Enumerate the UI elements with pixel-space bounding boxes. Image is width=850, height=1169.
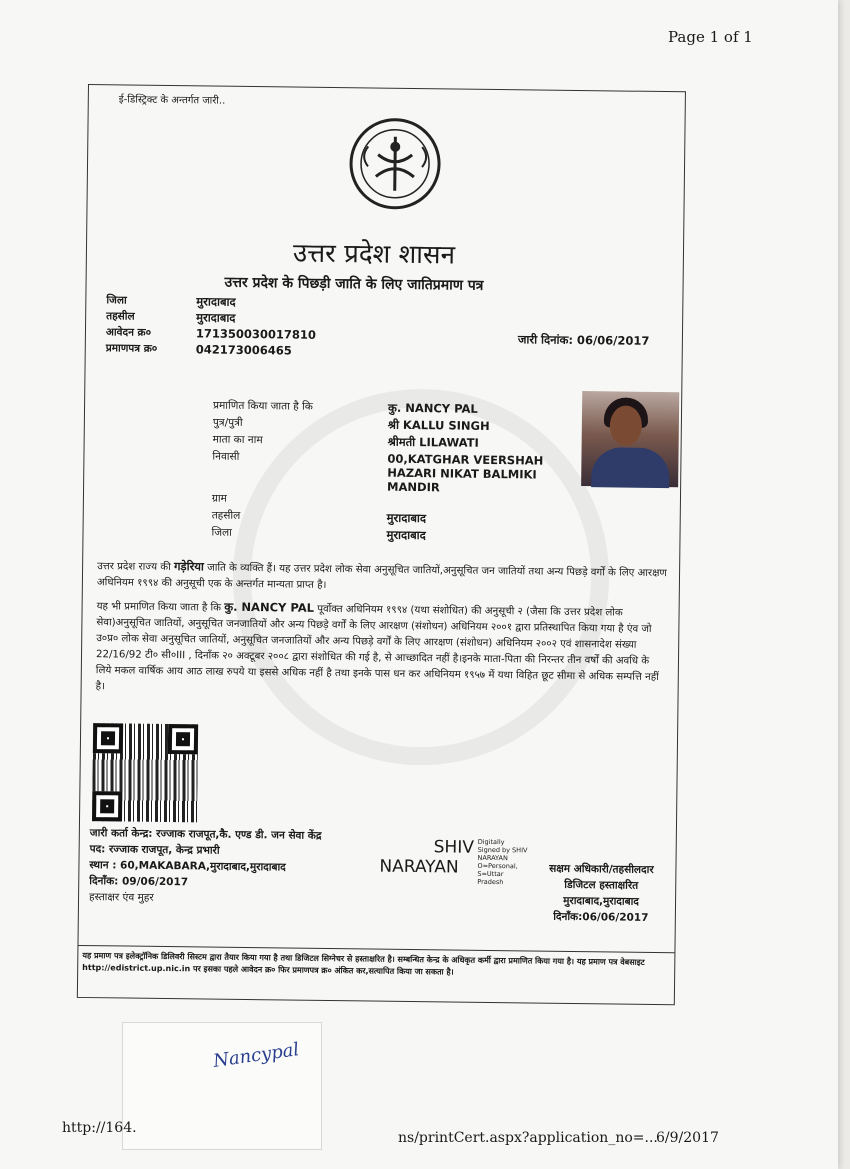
meta-label-application-no: आवेदन क्र० [105,326,152,339]
digital-sign-name-2: NARAYAN [379,856,459,878]
issuer-sign-label: हस्ताक्षर एंव मुहर [88,891,154,904]
authority-block [527,860,676,926]
meta-value-certificate-no: 042173006465 [195,342,292,358]
authority-place: मुरादाबाद,मुरादाबाद [563,894,639,908]
issuer-post: पद: रज्जाक राजपूत, केन्द्र प्रभारी [89,843,220,857]
detail-label-child-of: पुत्र/पुत्री [212,416,243,429]
meta-value-tehsil: मुरादाबाद [196,310,236,325]
browser-print-date: 6/9/2017 [656,1130,719,1146]
exclusion-paragraph [96,597,667,702]
detail-label-resident: निवासी [212,450,240,463]
meta-block [106,293,337,360]
meta-value-application-no: 171350030017810 [195,326,317,342]
issuer-block [89,825,390,909]
detail-value-district: मुरादाबाद [386,527,426,543]
handwritten-signature: Nancypal [211,1039,301,1072]
authority-date: दिनाँक:06/06/2017 [553,910,649,924]
issuer-place: स्थान : 60,MAKABARA,मुरादाबाद,मुरादाबाद [89,859,286,874]
detail-label-district: जिला [211,526,232,539]
caste-para-text-a: उत्तर प्रदेश राज्य की [97,561,175,574]
detail-value-mother: श्रीमती LILAWATI [387,434,479,450]
meta-label-district: जिला [106,294,127,307]
detail-value-name: कु. NANCY PAL [387,400,478,416]
detail-label-certified: प्रमाणित किया जाता है कि [213,399,313,413]
meta-label-certificate-no: प्रमाणपत्र क्र० [105,342,158,355]
authority-title: सक्षम अधिकारी/तहसीलदार [549,862,654,876]
meta-label-tehsil: तहसील [106,310,135,323]
government-title: उत्तर प्रदेश शासन [292,238,456,271]
authority-signed: डिजिटल हस्ताक्षरित [564,878,639,892]
exclusion-name: कु. NANCY PAL [224,599,315,615]
detail-value-tehsil: मुरादाबाद [386,510,427,526]
digital-sign-name-1: SHIV [433,837,475,858]
browser-url-right: ns/printCert.aspx?application_no=... [398,1130,658,1146]
digital-signature [375,837,526,899]
issuer-center: जारी कर्ता केन्द्र: रज्जाक राजपूत,कै. एण्ड डी. जन सेवा केंद्र [89,827,322,842]
detail-value-address: 00,KATGHAR VEERSHAH HAZARI NIKAT BALMIKI MANDIR [387,451,544,495]
qr-code [92,723,198,822]
browser-page-count: Page 1 of 1 [668,28,753,46]
caste-para-text-b: जाति के व्यक्ति हैं। यह उत्तर प्रदेश लोक सेवा अनुसूचित जातियों,अनुसूचित जन जातियों तथा अन्य पिछड़े वर्गों के लिए आरक्षण अधिनियम १९९४ की अनुसूची एक के अन्तर्गत मान्यता प्राप्त है। [96,562,667,591]
caste-name: गड़ेरिया [173,559,205,574]
detail-label-village: ग्राम [211,492,227,505]
issue-date: जारी दिनांक: 06/06/2017 [517,332,650,348]
details-block [211,399,583,548]
issuer-date: दिनाँक: 09/06/2017 [89,875,189,889]
up-government-emblem [347,116,442,211]
certificate-title: उत्तर प्रदेश के पिछड़ी जाति के लिए जातिप्रमाण पत्र [224,274,484,294]
digital-sign-details: Digitally Signed by SHIV NARAYAN O=Personal, S=Uttar Pradesh [477,837,528,887]
browser-url-left: http://164. [62,1120,137,1136]
issued-under-text: ई-डिस्ट्रिक्ट के अन्तर्गत जारी.. [118,94,226,107]
signature-note [122,1022,322,1150]
caste-paragraph [97,557,667,598]
detail-label-mother: माता का नाम [212,433,263,447]
detail-value-father: श्री KALLU SINGH [387,417,490,433]
caste-certificate [77,84,686,1005]
exclusion-para-text-b: पूर्वोक्त अधिनियम १९९४ (यथा संशोधित) की अनुसूची २ (जैसा कि उत्तर प्रदेश लोक सेवा)अनुसूचित जातियों, अनुसूचित जनजातियों और अन्य पिछड़े वर्गों के लिए आरक्षण (संशोधन) अधिनियम २००१ द्वारा प्रतिस्थापित किया गया है एंव जो उ०प्र० लोक सेवा अनुसूचित जातियों, अनुसूचित जनजातियों और अन्य पिछड़े वर्गों के लिए आरक्षण (संशोधन) अधिनियम २००२ एवं शासनादेश संख्या 22/16/92 टी० सी०III , दिनाँक २० अक्टूबर २००८ द्वारा संशोधित की गई है, से आच्छादित नहीं है।इनके माता-पिता की निरन्तर तीन वर्षों की अवधि के लिये मकल वार्षिक आय आठ लाख रुपये या इससे अधिक नहीं है तथा इनके पास धन कर अधिनियम १९५७ में यथा विहित छूट सीमा से अधिक सम्पत्ति नहीं है। [95,603,659,693]
exclusion-para-text-a: यह भी प्रमाणित किया जाता है कि [96,601,225,614]
certificate-footer-note: यह प्रमाण पत्र इलेक्ट्रॉनिक डिलिवरी सिस्टम द्वारा तैयार किया गया है तथा डिजिटल सिग्नेचर से हस्ताक्षरित है। सम्बन्धित केन्द्र के अधिकृत कर्मी द्वारा प्रमाणित किया गया है। यह प्रमाण पत्र वेबसाइट http://edistrict.up.nic.in पर इसका पहले आवेदन क्र० फिर प्रमाणपत्र क्र० अंकित कर,सत्यापित किया जा सकता है। [78,945,674,981]
applicant-photo [581,391,679,487]
detail-label-tehsil: तहसील [211,509,241,522]
meta-value-district: मुरादाबाद [196,294,236,309]
